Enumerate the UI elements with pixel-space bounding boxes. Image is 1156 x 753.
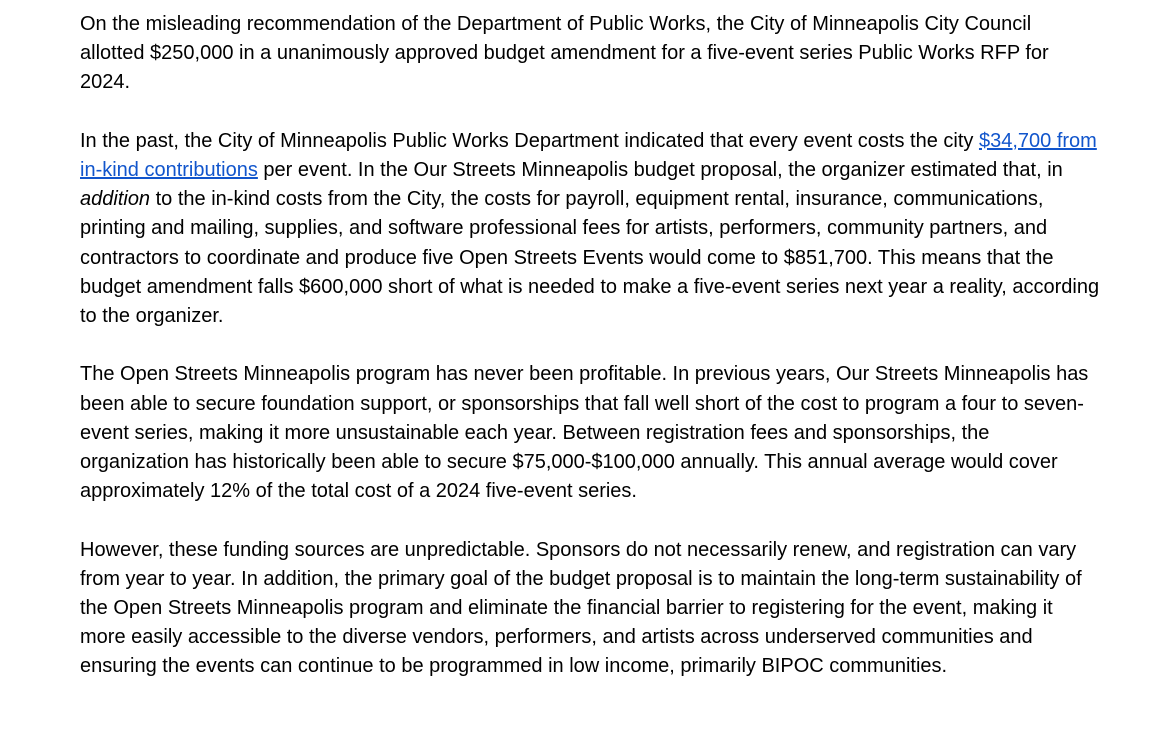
paragraph-funding-sources: However, these funding sources are unpredictable. Sponsors do not necessarily renew, and registration can vary from year to year. In addition, the primary goal of the budget proposal is to maintain the long-term sustainability of the Open Streets Minneapolis program and eliminate the financial barrier to registering for the event, making it more easily accessible to the diverse vendors, performers, and artists across underserved communities and ensuring the events can continue to be programmed in low income, primarily BIPOC communities. xyxy=(80,538,1082,678)
paragraph-program-profitability: The Open Streets Minneapolis program has never been profitable. In previous years, Our Streets Minneapolis has been able to secure foundation support, or sponsorships that fall well short of the cost to program a four to seven-event series, making it more unsustainable each year. Between registration fees and sponsorships, the organization has historically been able to secure $75,000-$100,000 annually. This annual average would cover approximately 12% of the total cost of a 2024 five-event series. xyxy=(80,363,1089,503)
paragraph-event-costs xyxy=(80,127,1100,331)
paragraph-text: per event. In the Our Streets Minneapolis budget proposal, the organizer estimated that, in xyxy=(257,159,1063,181)
emphasis-text: addition xyxy=(80,188,151,211)
paragraph-text: to the in-kind costs from the City, the costs for payroll, equipment rental, insurance, communications, printing and mailing, supplies, and software professional fees for artists, performers, community partners, and contractors to coordinate and produce five Open Streets Events would come to $851,700. This means that the budget amendment falls $600,000 short of what is needed to make a five-event series next year a reality, according to the organizer. xyxy=(80,188,1100,328)
paragraph-text: In the past, the City of Minneapolis Public Works Department indicated that every event costs the city xyxy=(80,129,979,152)
in-kind-contributions-link[interactable]: $34,700 from in-kind contributions xyxy=(80,129,1097,181)
document-body xyxy=(80,10,1100,682)
paragraph-budget-amendment: On the misleading recommendation of the Department of Public Works, the City of Minneapolis City Council allotted $250,000 in a unanimously approved budget amendment for a five-event series Public Works RFP for 2024. xyxy=(80,13,1049,94)
